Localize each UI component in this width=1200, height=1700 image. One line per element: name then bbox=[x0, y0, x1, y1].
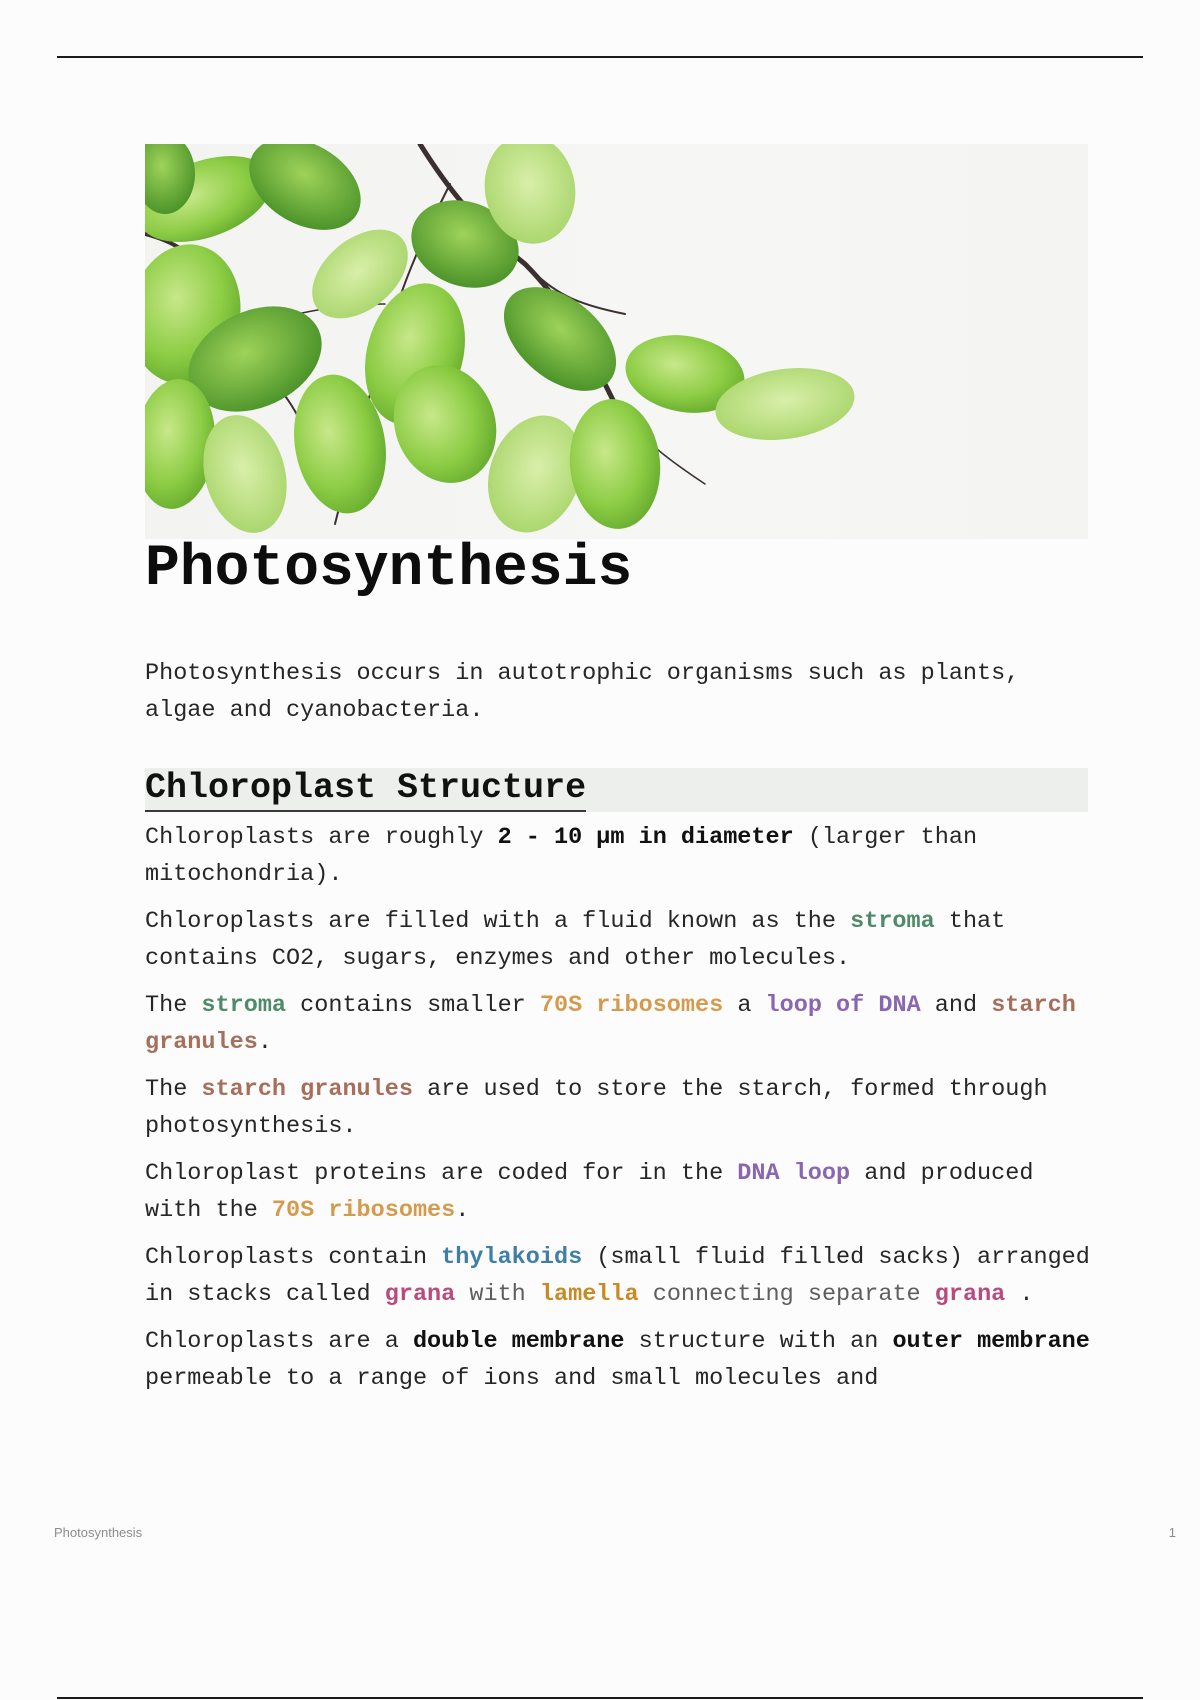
intro-text: Photosynthesis occurs in autotrophic organisms such as plants, algae and cyanobacteria. bbox=[145, 660, 1020, 724]
term-ribosomes: 70S ribosomes bbox=[539, 992, 724, 1019]
text-run: with bbox=[455, 1280, 540, 1308]
text-run: (small fluid filled sacks) arranged in stacks called bbox=[145, 1244, 1090, 1308]
paragraph-size bbox=[145, 820, 1100, 893]
text-run: (larger than mitochondria). bbox=[145, 824, 978, 888]
term-stroma: stroma bbox=[201, 992, 287, 1019]
text-run: and bbox=[920, 992, 992, 1019]
text-run: . bbox=[1005, 1280, 1034, 1308]
text-run: Chloroplasts are a bbox=[145, 1328, 413, 1355]
paragraph-stroma-contents bbox=[145, 988, 1100, 1061]
intro-paragraph bbox=[145, 656, 1100, 740]
bold-outer-membrane: outer membrane bbox=[892, 1328, 1090, 1355]
paragraph-proteins bbox=[145, 1156, 1100, 1229]
top-rule bbox=[57, 56, 1143, 58]
chloroplast-body bbox=[145, 820, 1100, 1408]
bottom-rule bbox=[57, 1697, 1143, 1699]
text-run: connecting separate bbox=[638, 1280, 935, 1308]
term-stroma: stroma bbox=[850, 908, 935, 935]
text-run: The bbox=[145, 1076, 202, 1103]
text-run: and produced with the bbox=[145, 1160, 1034, 1224]
leaves-illustration bbox=[145, 144, 1088, 539]
text-run: are used to store the starch, formed through photosynthesis. bbox=[145, 1076, 1048, 1140]
term-ribosomes: 70S ribosomes bbox=[271, 1196, 456, 1224]
bold-double-membrane: double membrane bbox=[412, 1328, 625, 1355]
term-starch-granules: starch granules bbox=[201, 1076, 413, 1103]
text-run: . bbox=[455, 1196, 470, 1224]
text-run: structure with an bbox=[624, 1328, 893, 1355]
term-thylakoids: thylakoids bbox=[441, 1244, 583, 1271]
text-run: Chloroplasts are roughly bbox=[145, 824, 498, 851]
page-number: 1 bbox=[1168, 1525, 1176, 1540]
text-run: Chloroplasts are filled with a fluid known as the bbox=[145, 908, 851, 935]
paragraph-starch bbox=[145, 1072, 1100, 1145]
text-run: contains smaller bbox=[286, 992, 540, 1019]
section-heading-bar bbox=[145, 768, 1088, 812]
term-dna-loop: DNA loop bbox=[737, 1160, 851, 1187]
page-title: Photosynthesis bbox=[145, 537, 633, 602]
term-grana: grana bbox=[934, 1280, 1006, 1308]
text-run: a bbox=[723, 992, 766, 1019]
text-run: . bbox=[257, 1028, 272, 1056]
bold-diameter: 2 - 10 µm in diameter bbox=[497, 824, 794, 851]
term-dna-loop: loop of DNA bbox=[765, 992, 921, 1019]
paragraph-membrane bbox=[145, 1324, 1100, 1397]
section-heading: Chloroplast Structure bbox=[145, 768, 586, 812]
term-starch-granules: starch granules bbox=[145, 992, 1076, 1056]
leaves-header-image bbox=[145, 144, 1088, 539]
text-run: Chloroplasts contain bbox=[145, 1244, 442, 1271]
footer-title: Photosynthesis bbox=[54, 1525, 143, 1540]
text-run: Chloroplast proteins are coded for in the bbox=[145, 1160, 738, 1187]
text-run: permeable to a range of ions and small molecules and bbox=[145, 1364, 879, 1392]
text-run: that contains CO2, sugars, enzymes and other molecules. bbox=[145, 908, 1006, 972]
text-run: The bbox=[145, 992, 202, 1019]
term-lamella: lamella bbox=[539, 1280, 639, 1308]
paragraph-stroma bbox=[145, 904, 1100, 977]
term-grana: grana bbox=[384, 1280, 456, 1308]
paragraph-thylakoids bbox=[145, 1240, 1100, 1313]
